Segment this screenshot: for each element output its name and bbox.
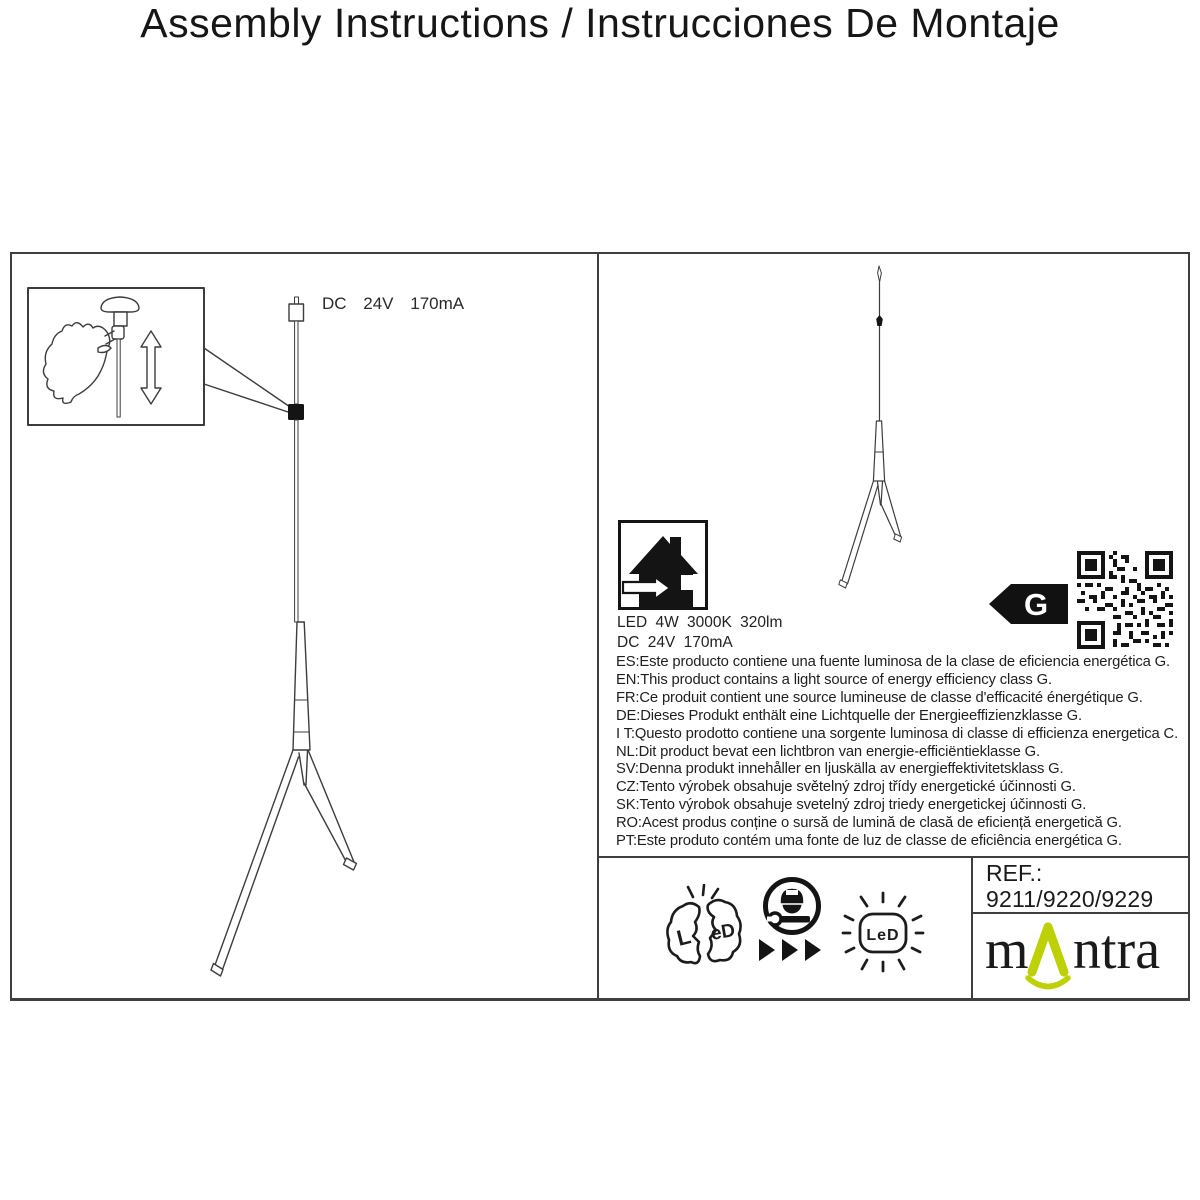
tripod-legs (211, 750, 357, 976)
efficiency-line: NL:Dit product bevat een lichtbron van energie-efficiëntieklasse G. (616, 743, 1040, 760)
broken-led-left-letter: L (674, 923, 694, 951)
efficiency-text-block (616, 654, 1190, 851)
qualified-installer-icon (757, 875, 829, 965)
efficiency-line: RO:Acest produs conține o sursă de lumină de clasă de eficiență energetică G. (616, 815, 1122, 832)
efficiency-line: SV:Denna produkt innehåller en ljuskälla av energieffektivitetsklass G. (616, 761, 1064, 778)
reference-block (986, 860, 1186, 912)
lamp-body-cone-small (873, 421, 884, 481)
efficiency-line: ES:Este producto contiene una fuente luminosa de la clase de eficiencia energética G. (616, 654, 1170, 670)
efficiency-line: DE:Dieses Produkt enthält eine Lichtquelle der Energieeffizienzklasse G. (616, 707, 1082, 724)
brand-text-m: m (985, 919, 1029, 981)
spec-dc-line: DC 24V 170mA (617, 634, 733, 651)
frame-bottom-border (10, 998, 1190, 1001)
page-title: Assembly Instructions / Instrucciones De Montaje (140, 0, 1060, 46)
callout-lines (204, 348, 293, 413)
lamp-specs (617, 613, 782, 653)
efficiency-line: EN:This product contains a light source of energy efficiency class G. (616, 671, 1052, 688)
efficiency-line: I T:Questo prodotto contiene una sorgente luminosa di classe di efficienza energetica C. (616, 725, 1179, 742)
lamp-pole (288, 297, 304, 622)
next-steps-arrows-icon (759, 939, 821, 961)
efficiency-line: SK:Tento výrobok obsahuje svetelný zdroj triedy energetickej účinnosti G. (616, 797, 1087, 814)
broken-led-right-letters: eD (709, 920, 737, 945)
power-spec-label: DC 24V 170mA (322, 294, 465, 313)
efficiency-line: FR:Ce produit contient une source lumineuse de classe d'efficacité énergétique G. (616, 689, 1143, 706)
slider-grip-small (876, 315, 883, 326)
qr-code-icon (1077, 551, 1173, 649)
footer-divider-horizontal (597, 856, 1190, 858)
ref-numbers: 9211/9220/9229 (986, 886, 1154, 912)
energy-class-arrow-icon (989, 583, 1069, 625)
broken-led-do-not-replace-icon (662, 884, 744, 966)
ref-label: REF.: (986, 860, 1043, 886)
lamp-tip (878, 266, 882, 282)
brand-caret-icon (1023, 920, 1073, 1000)
efficiency-line: PT:Este produto contém uma fonte de luz de classe de eficiência energética G. (616, 833, 1122, 850)
brand-text-ntra: ntra (1073, 919, 1161, 981)
floor-lamp-assembly-drawing (10, 252, 598, 998)
led-icon-text: LeD (866, 927, 900, 944)
energy-class-letter: G (1023, 587, 1049, 622)
efficiency-line: CZ:Tento výrobek obsahuje světelný zdroj třídy energetické účinnosti G. (616, 779, 1076, 796)
slider-grip (288, 404, 304, 420)
led-light-source-icon (840, 890, 926, 976)
indoor-use-house-icon (618, 520, 708, 610)
spec-led-line: LED 4W 3000K 320lm (617, 614, 783, 631)
tripod-legs-small (839, 481, 902, 588)
brand-logo (973, 914, 1188, 998)
lamp-body-cone (293, 622, 310, 750)
